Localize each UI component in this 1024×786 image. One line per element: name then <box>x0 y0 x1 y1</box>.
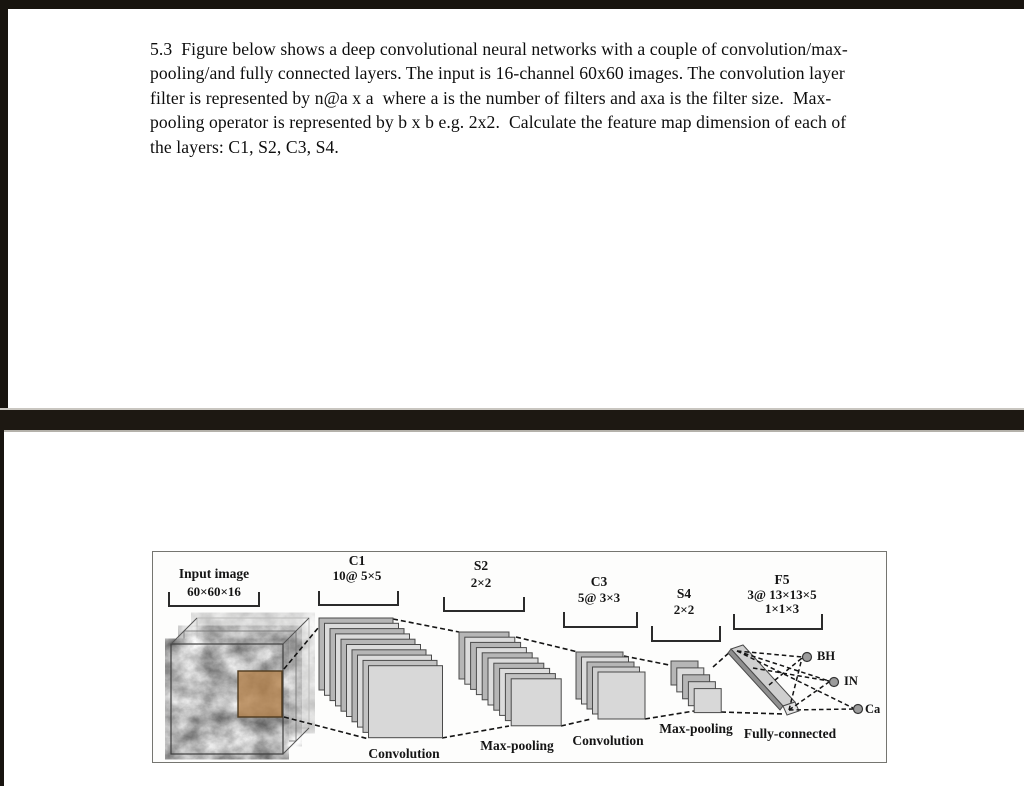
operation-label-convolution-1: Convolution <box>368 746 440 761</box>
c1-title: C1 <box>348 553 366 568</box>
input-image-title: Input image <box>178 566 250 581</box>
question-line: pooling operator is represented by b x b e.g. 2x2. Calculate the feature map dimension of each of <box>150 112 847 133</box>
input-patch-highlight <box>238 671 282 717</box>
question-line: the layers: C1, S2, C3, S4. <box>150 136 339 157</box>
operation-label-convolution-2: Convolution <box>572 733 644 748</box>
c3-spec: 5@ 3×3 <box>577 590 621 605</box>
question-line: filter is represented by n@a x a where a is the number of filters and axa is the filter size. Max- <box>150 87 832 108</box>
input-image-stack <box>171 618 309 754</box>
input-bracket <box>168 592 260 607</box>
s4-feature-maps <box>671 661 721 713</box>
c3-bracket <box>563 612 638 628</box>
viewer-top-bar <box>0 0 1024 9</box>
f5-spec: 3@ 13×13×5 <box>747 587 817 602</box>
operation-label-maxpooling-2: Max-pooling <box>659 721 733 736</box>
f5-spec2: 1×1×3 <box>764 601 800 616</box>
page-break-band <box>0 410 1024 430</box>
c1-feature-maps <box>319 618 443 738</box>
s4-spec: 2×2 <box>673 602 695 617</box>
output-label-bh: BH <box>817 649 836 663</box>
viewer-left-edge-bottom <box>0 430 4 786</box>
c3-feature-maps <box>576 652 645 719</box>
c1-bracket <box>318 591 399 606</box>
cnn-architecture-figure <box>152 551 887 763</box>
f5-title: F5 <box>774 572 790 587</box>
question-line: pooling/and fully connected layers. The input is 16-channel 60x60 images. The convolution layer <box>150 63 845 84</box>
output-label-in: IN <box>844 674 858 688</box>
s2-feature-maps <box>459 632 561 726</box>
c3-title: C3 <box>590 574 608 589</box>
viewer-left-edge-top <box>0 0 8 410</box>
f5-vector-bar <box>728 645 799 715</box>
page-break-hairline-bottom <box>0 430 1024 432</box>
s2-title: S2 <box>473 558 489 573</box>
question-text <box>150 37 895 159</box>
operation-label-maxpooling-1: Max-pooling <box>480 738 554 753</box>
s2-bracket <box>443 597 525 612</box>
question-line: 5.3 Figure below shows a deep convolutional neural networks with a couple of convolution/max- <box>150 39 848 59</box>
c1-spec: 10@ 5×5 <box>332 568 382 583</box>
s4-bracket <box>651 626 721 642</box>
s2-spec: 2×2 <box>470 575 492 590</box>
f5-bracket <box>733 614 823 630</box>
output-label-ca: Ca <box>865 702 881 716</box>
s4-title: S4 <box>676 586 692 601</box>
operation-label-fullyconnected: Fully-connected <box>743 726 837 741</box>
input-image-dims: 60×60×16 <box>187 584 241 599</box>
